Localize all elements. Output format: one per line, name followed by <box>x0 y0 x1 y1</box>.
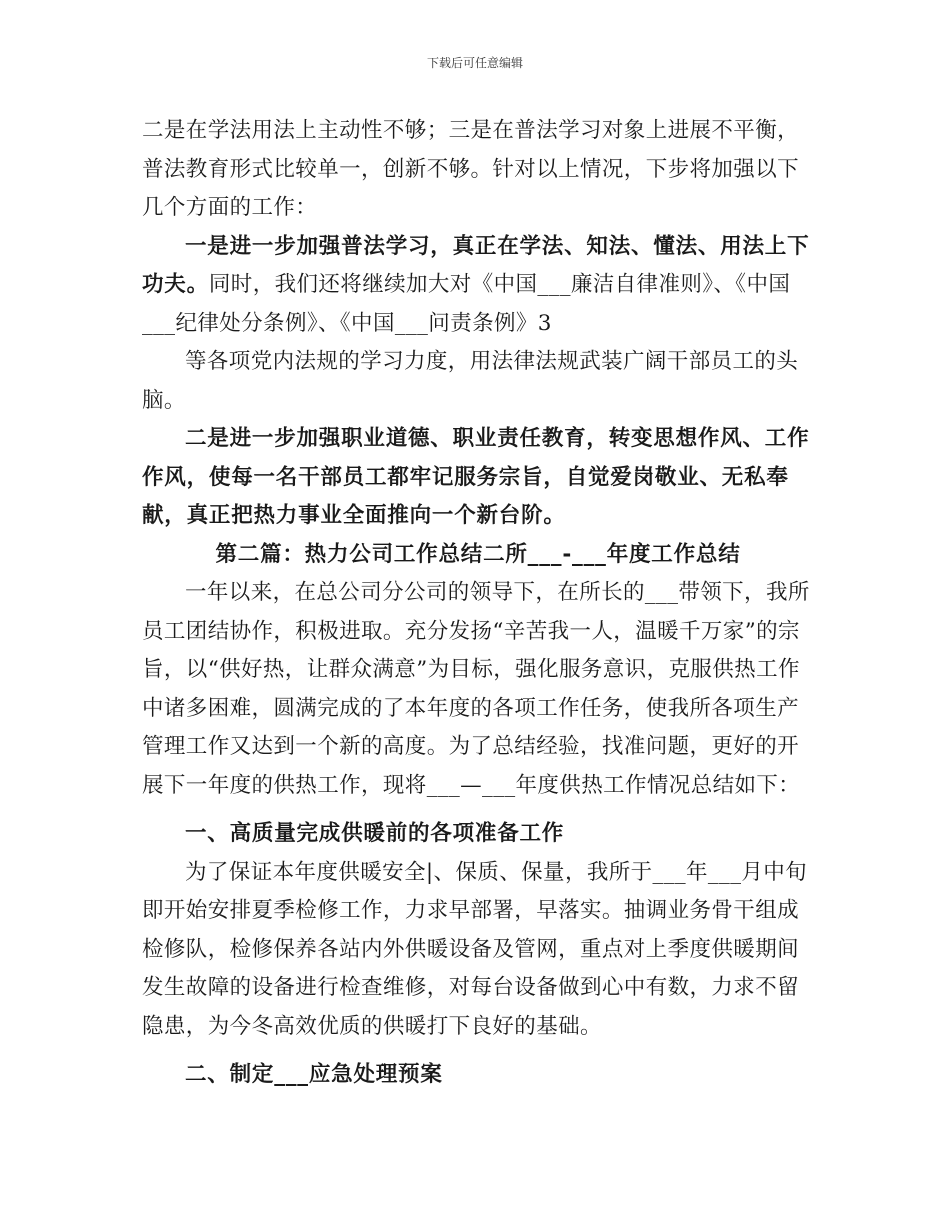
paragraph-6: 为了保证本年度供暖安全|、保质、保量，我所于___年___月中旬即开始安排夏季检修工作，力求早部署，早落实。抽调业务骨干组成检修队，检修保养各站内外供暖设备及管网，重点对上季度供暖期间发生故障的设备进行检查维修，对每台设备做到心中有数，力求不留隐患，为今冬高效优质的供暖打下良好的基础。 <box>142 859 808 1039</box>
paragraph-2-bold-lead: 一是进一步加强普法学习，真正在学法、知法、懂法、用法上下功夫。 <box>142 233 810 297</box>
section-title: 第二篇：热力公司工作总结二所___-___年度工作总结 <box>215 541 741 567</box>
paragraph-2-text: 同时，我们还将继续加大对《中国___廉洁自律准则》、《中国___纪律处分条例》、《中国___问责条例》3 <box>142 272 791 336</box>
paragraph-5: 一年以来，在总公司分公司的领导下，在所长的___带领下，我所员工团结协作，积极进取。充分发扬“辛苦我一人，温暖千万家”的宗旨，以“供好热，让群众满意”为目标，强化服务意识，克服供热工作中诸多困难，圆满完成的了本年度的各项工作任务，使我所各项生产管理工作又达到一个新的高度。为了总结经验，找准问题，更好的开展下一年度的供热工作，现将___—___年度供热工作情况总结如下： <box>142 580 810 798</box>
paragraph-1: 二是在学法用法上主动性不够；三是在普法学习对象上进展不平衡，普法教育形式比较单一，创新不够。针对以上情况，下步将加强以下几个方面的工作： <box>142 118 800 220</box>
heading-2: 二、制定___应急处理预案 <box>185 1062 443 1087</box>
heading-1: 一、高质量完成供暖前的各项准备工作 <box>185 821 565 846</box>
paragraph-2 <box>142 228 814 344</box>
paragraph-3: 等各项党内法规的学习力度，用法律法规武装广阔干部员工的头脑。 <box>142 349 799 413</box>
page-header: 下载后可任意编辑 <box>426 56 523 70</box>
paragraph-4: 二是进一步加强职业道德、职业责任教育，转变思想作风、工作作风，使每一名干部员工都牢记服务宗旨，自觉爱岗敬业、无私奉献，真正把热力事业全面推向一个新台阶。 <box>142 426 810 528</box>
document-body <box>142 112 814 1095</box>
